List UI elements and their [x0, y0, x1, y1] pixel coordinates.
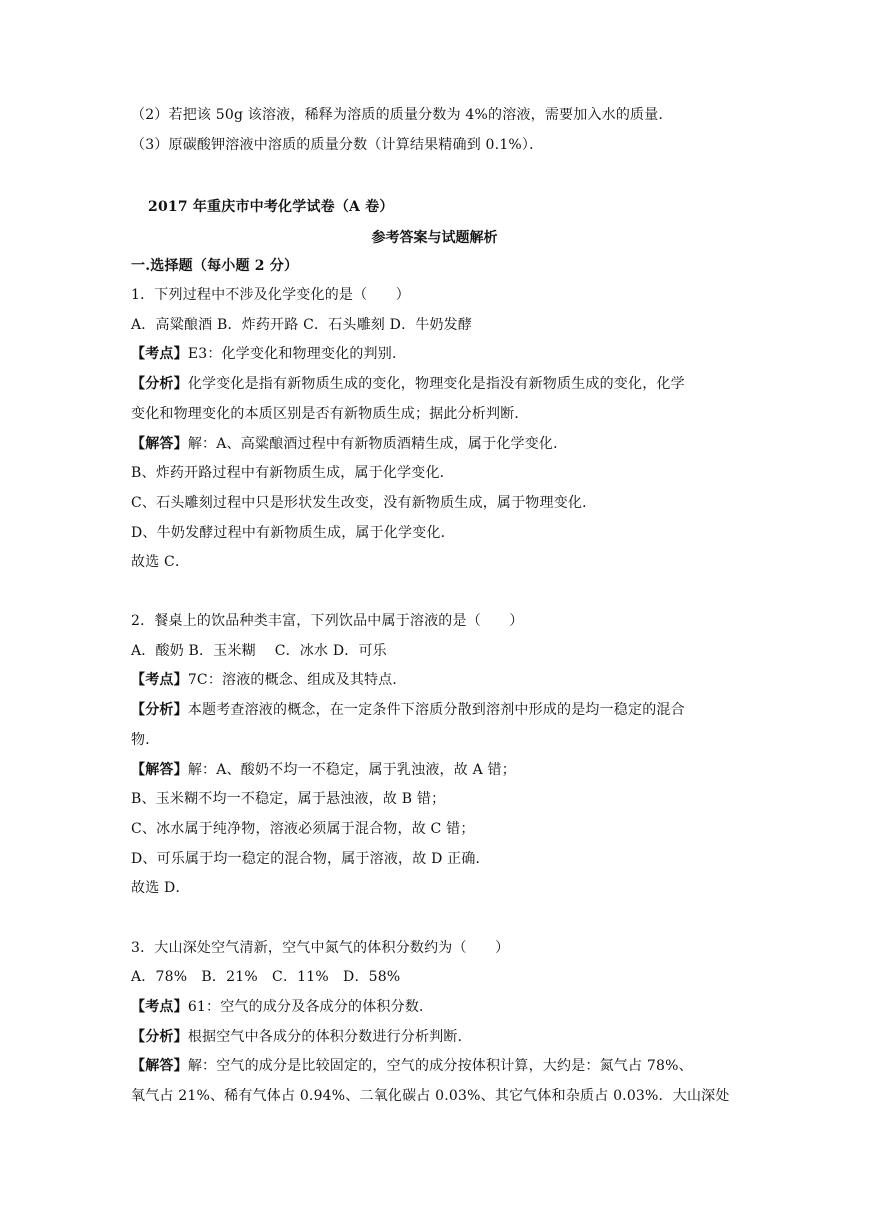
question-part-2: （2）若把该 50g 该溶液，稀释为溶质的质量分数为 4%的溶液，需要加入水的质量． [131, 107, 673, 123]
fenxi-text: 化学变化是指有新物质生成的变化，物理变化是指没有新物质生成的变化，化学 [187, 376, 685, 392]
q3-options: A．78% B．21% C．11% D．58% [131, 969, 401, 985]
fenxi-tag: 【分析】 [131, 376, 188, 392]
q1-jieda-line2: B、炸药开路过程中有新物质生成，属于化学变化． [131, 465, 454, 481]
exam-title: 2017 年重庆市中考化学试卷（A 卷） [148, 199, 394, 215]
fenxi-text: 本题考查溶液的概念，在一定条件下溶质分散到溶剂中形成的是均一稳定的混合 [187, 702, 685, 718]
fenxi-tag: 【分析】 [131, 1029, 188, 1045]
q2-jieda-line2: B、玉米糊不均一不稳定，属于悬浊液，故 B 错； [131, 791, 446, 807]
q3-fenxi-line1 [131, 1027, 472, 1047]
jieda-tag: 【解答】 [131, 1058, 188, 1074]
section-title: 一.选择题（每小题 2 分） [131, 258, 299, 274]
jieda-text: 解：A、酸奶不均一不稳定，属于乳浊液，故 A 错； [187, 762, 516, 778]
jieda-text: 解：空气的成分是比较固定的，空气的成分按体积计算，大约是：氮气占 78%、 [187, 1058, 693, 1074]
q1-options: A．高粱酿酒 B．炸药开路 C．石头雕刻 D．牛奶发酵 [131, 317, 473, 333]
q3-jieda-line1 [131, 1056, 693, 1076]
q1-fenxi-line2: 变化和物理变化的本质区别是否有新物质生成；据此分析判断． [131, 406, 529, 422]
q3-jieda-line2: 氧气占 21%、稀有气体占 0.94%、二氧化碳占 0.03%、其它气体和杂质占 0.03%．大山深处 [131, 1088, 730, 1104]
kaodian-text: 61：空气的成分及各成分的体积分数． [187, 999, 434, 1015]
q1-jieda-line1 [131, 434, 567, 454]
jieda-tag: 【解答】 [131, 762, 188, 778]
q1-stem: 1．下列过程中不涉及化学变化的是（ ） [131, 287, 410, 303]
answer-title: 参考答案与试题解析 [371, 230, 498, 246]
q2-fenxi-line2: 物． [131, 732, 160, 748]
q2-stem: 2．餐桌上的饮品种类丰富，下列饮品中属于溶液的是（ ） [131, 613, 524, 629]
q1-answer: 故选 C． [131, 554, 190, 570]
q2-jieda-line3: C、冰水属于纯净物，溶液必须属于混合物，故 C 错； [131, 821, 475, 837]
kaodian-tag: 【考点】 [131, 999, 188, 1015]
jieda-tag: 【解答】 [131, 436, 188, 452]
q1-fenxi-line1 [131, 374, 685, 394]
q2-answer: 故选 D． [131, 880, 190, 896]
kaodian-text: E3：化学变化和物理变化的判别． [187, 346, 407, 362]
fenxi-text: 根据空气中各成分的体积分数进行分析判断． [187, 1029, 472, 1045]
kaodian-tag: 【考点】 [131, 672, 188, 688]
q2-kaodian [131, 670, 407, 690]
q2-fenxi-line1 [131, 700, 685, 720]
q2-jieda-line4: D、可乐属于均一稳定的混合物，属于溶液，故 D 正确． [131, 851, 490, 867]
jieda-text: 解：A、高粱酿酒过程中有新物质酒精生成，属于化学变化． [187, 436, 568, 452]
kaodian-text: 7C：溶液的概念、组成及其特点． [187, 672, 407, 688]
kaodian-tag: 【考点】 [131, 346, 188, 362]
q2-jieda-line1 [131, 760, 516, 780]
q3-stem: 3．大山深处空气清新，空气中氮气的体积分数约为（ ） [131, 940, 510, 956]
q1-jieda-line4: D、牛奶发酵过程中有新物质生成，属于化学变化． [131, 525, 455, 541]
fenxi-tag: 【分析】 [131, 702, 188, 718]
question-part-3: （3）原碳酸钾溶液中溶质的质量分数（计算结果精确到 0.1%）． [131, 137, 544, 153]
q3-kaodian [131, 997, 433, 1017]
q1-jieda-line3: C、石头雕刻过程中只是形状发生改变，没有新物质生成，属于物理变化． [131, 495, 597, 511]
q2-options: A．酸奶 B．玉米糊 C．冰水 D．可乐 [131, 643, 387, 659]
q1-kaodian [131, 344, 406, 364]
